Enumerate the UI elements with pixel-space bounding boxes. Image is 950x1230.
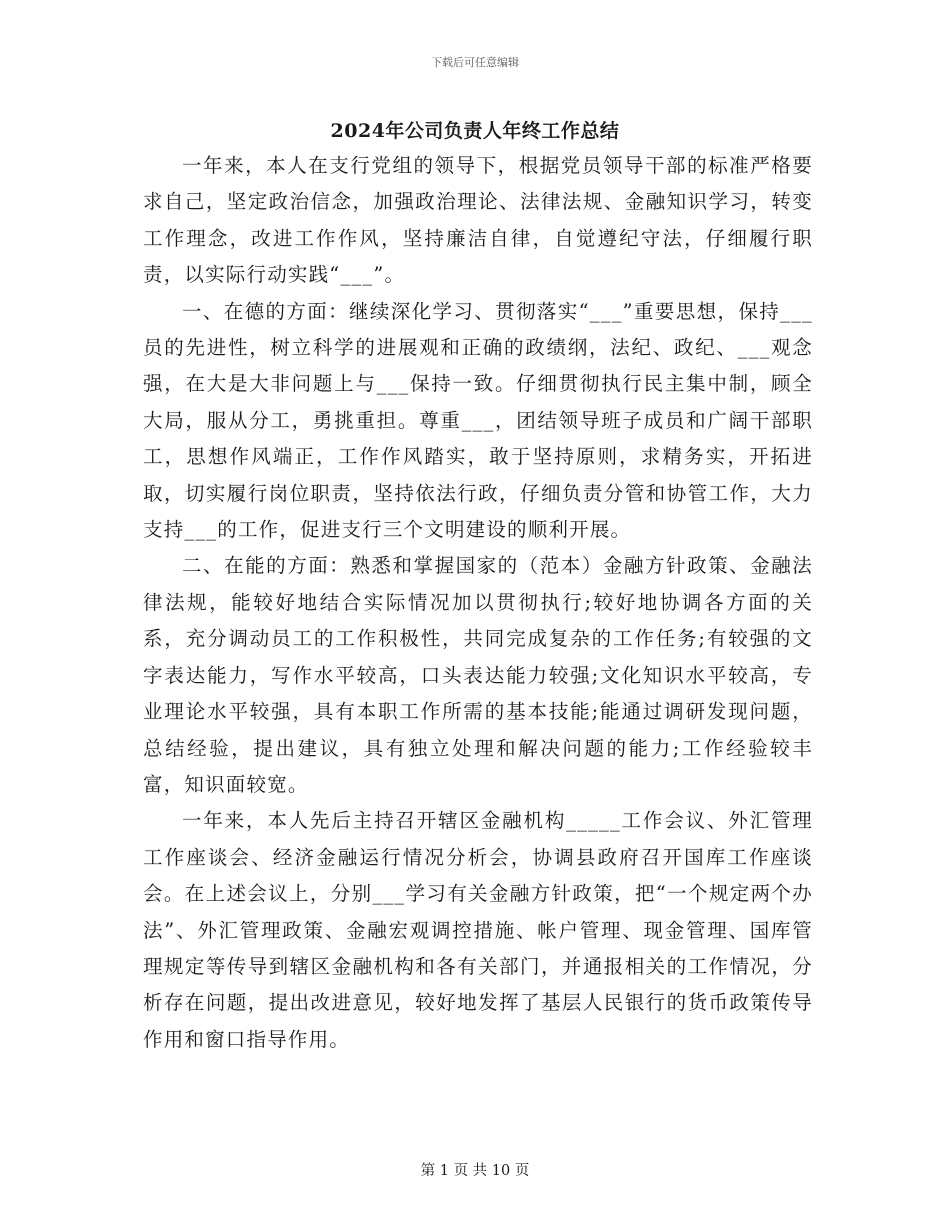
paragraph-meetings: 一年来，本人先后主持召开辖区金融机构_____工作会议、外汇管理工作座谈会、经济金融运行情况分析会，协调县政府召开国库工作座谈会。在上述会议上，分别___学习有关金融方针政策，把“一个规定两个办法”、外汇管理政策、金融宏观调控措施、帐户管理、现金管理、国库管理规定等传导到辖区金融机构和各有关部门，并通报相关的工作情况，分析存在问题，提出改进意见，较好地发挥了基层人民银行的货币政策传导作用和窗口指导作用。 xyxy=(143,809,813,1051)
document-body xyxy=(143,148,813,1058)
paragraph-morality: 一、在德的方面：继续深化学习、贯彻落实“___”重要思想，保持___员的先进性，树立科学的进展观和正确的政绩纲，法纪、政纪、___观念强，在大是大非问题上与___保持一致。仔细贯彻执行民主集中制，顾全大局，服从分工，勇挑重担。尊重___，团结领导班子成员和广阔干部职工，思想作风端正，工作作风踏实，敢于坚持原则，求精务实，开拓进取，切实履行岗位职责，坚持依法行政，仔细负责分管和协管工作，大力支持___的工作，促进支行三个文明建设的顺利开展。 xyxy=(143,299,813,542)
page-number-footer: 第 1 页 共 10 页 xyxy=(420,1163,530,1179)
paragraph-ability: 二、在能的方面：熟悉和掌握国家的（范本）金融方针政策、金融法律法规，能较好地结合实际情况加以贯彻执行;较好地协调各方面的关系，充分调动员工的工作积极性，共同完成复杂的工作任务;有较强的文字表达能力，写作水平较高，口头表达能力较强;文化知识水平较高，专业理论水平较强，具有本职工作所需的基本技能;能通过调研发现问题，总结经验，提出建议，具有独立处理和解决问题的能力;工作经验较丰富，知识面较宽。 xyxy=(143,554,813,796)
paragraph-intro: 一年来，本人在支行党组的领导下，根据党员领导干部的标准严格要求自己，坚定政治信念，加强政治理论、法律法规、金融知识学习，转变工作理念，改进工作作风，坚持廉洁自律，自觉遵纪守法，仔细履行职责，以实际行动实践“___”。 xyxy=(143,154,813,287)
page-header-note: 下载后可任意编辑 xyxy=(431,56,519,69)
document-title: 2024年公司负责人年终工作总结 xyxy=(330,120,620,142)
